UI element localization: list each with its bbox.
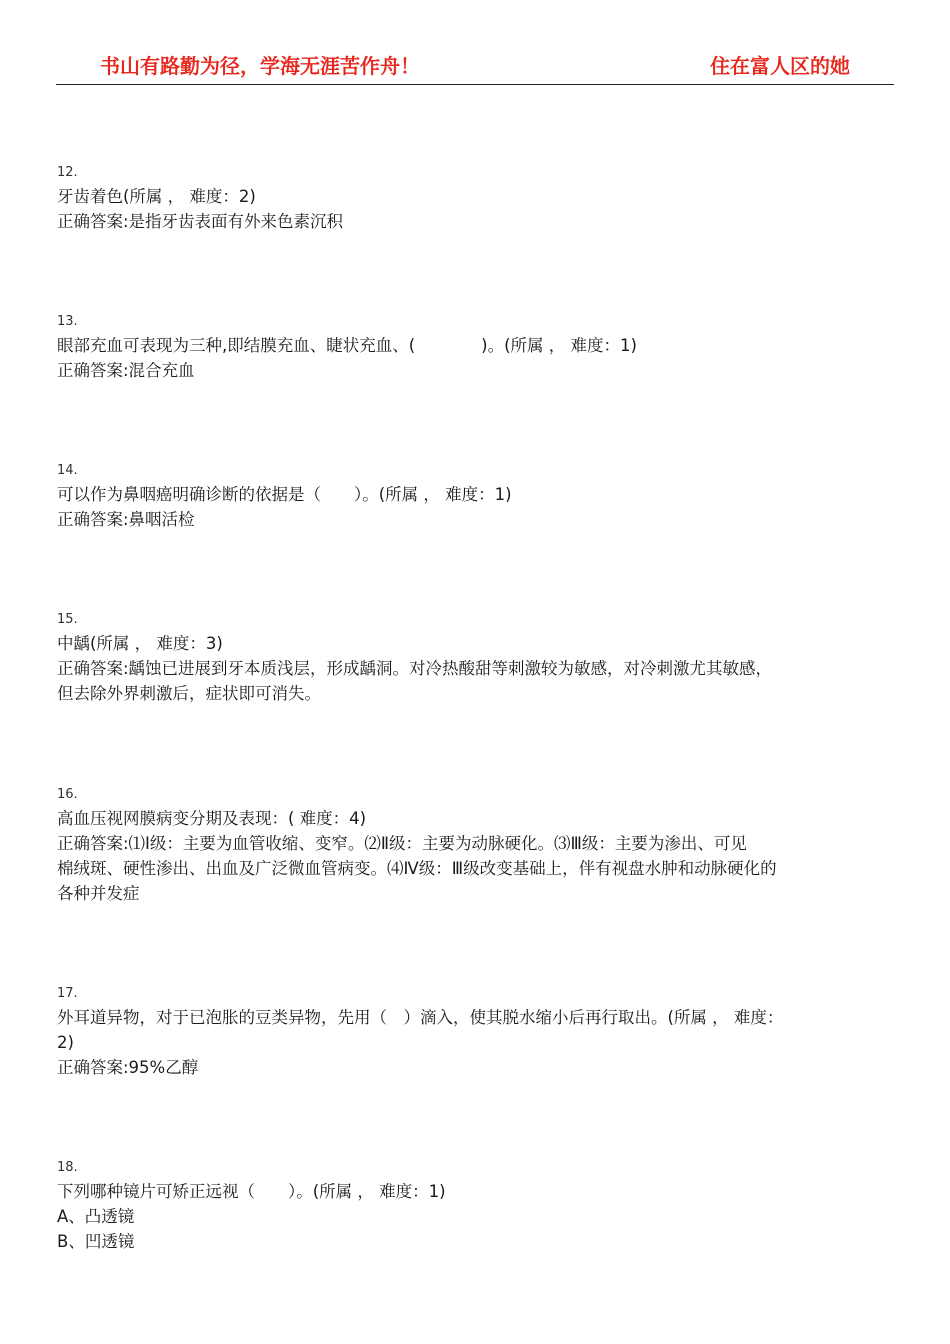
question-number: 12. — [57, 165, 78, 180]
question-answer-continued: 但去除外界刺激后，症状即可消失。 — [57, 684, 321, 703]
question-stem: 高血压视网膜病变分期及表现：( 难度：4) — [57, 809, 367, 828]
question-stem: 下列哪种镜片可矫正远视（ ）。(所属 ， 难度：1) — [57, 1182, 446, 1201]
question-answer-continued: 各种并发症 — [57, 884, 140, 903]
question-stem-continued: 2) — [57, 1033, 74, 1052]
option-b: B、凹透镜 — [57, 1232, 135, 1251]
option-a: A、凸透镜 — [57, 1207, 135, 1226]
question-answer-continued: 棉绒斑、硬性渗出、出血及广泛微血管病变。⑷Ⅳ级：Ⅲ级改变基础上，伴有视盘水肿和动脉硬化的 — [57, 859, 777, 878]
question-stem: 中龋(所属 ， 难度：3) — [57, 634, 223, 653]
question-stem: 牙齿着色(所属 ， 难度：2) — [57, 187, 256, 206]
question-number: 15. — [57, 612, 78, 627]
question-answer: 正确答案:鼻咽活检 — [57, 510, 195, 529]
question-answer: 正确答案:95%乙醇 — [57, 1058, 199, 1077]
question-12 — [57, 162, 902, 234]
question-answer: 正确答案:⑴Ⅰ级：主要为血管收缩、变窄。⑵Ⅱ级：主要为动脉硬化。⑶Ⅲ级：主要为渗出、可见 — [57, 834, 747, 853]
header-author: 住在富人区的她 — [710, 54, 850, 78]
question-stem: 眼部充血可表现为三种,即结膜充血、睫状充血、( )。(所属 ， 难度：1) — [57, 336, 637, 355]
question-answer: 正确答案:是指牙齿表面有外来色素沉积 — [57, 212, 344, 231]
question-18 — [57, 1157, 902, 1254]
question-number: 13. — [57, 314, 78, 329]
header-motto: 书山有路勤为径，学海无涯苦作舟！ — [100, 54, 420, 78]
question-17 — [57, 983, 902, 1080]
question-number: 17. — [57, 986, 78, 1001]
question-answer: 正确答案:龋蚀已进展到牙本质浅层，形成龋洞。对冷热酸甜等刺激较为敏感，对冷刺激尤其敏感， — [57, 659, 773, 678]
question-14 — [57, 460, 902, 532]
question-stem: 外耳道异物，对于已泡胀的豆类异物，先用（ ）滴入，使其脱水缩小后再行取出。(所属 ， 难度： — [57, 1008, 784, 1027]
question-number: 18. — [57, 1160, 78, 1175]
question-13 — [57, 311, 902, 383]
question-stem: 可以作为鼻咽癌明确诊断的依据是（ ）。(所属 ， 难度：1) — [57, 485, 512, 504]
question-answer: 正确答案:混合充血 — [57, 361, 195, 380]
question-number: 16. — [57, 787, 78, 802]
question-number: 14. — [57, 463, 78, 478]
page-header — [56, 38, 894, 85]
question-16 — [57, 784, 902, 906]
question-15 — [57, 609, 902, 706]
